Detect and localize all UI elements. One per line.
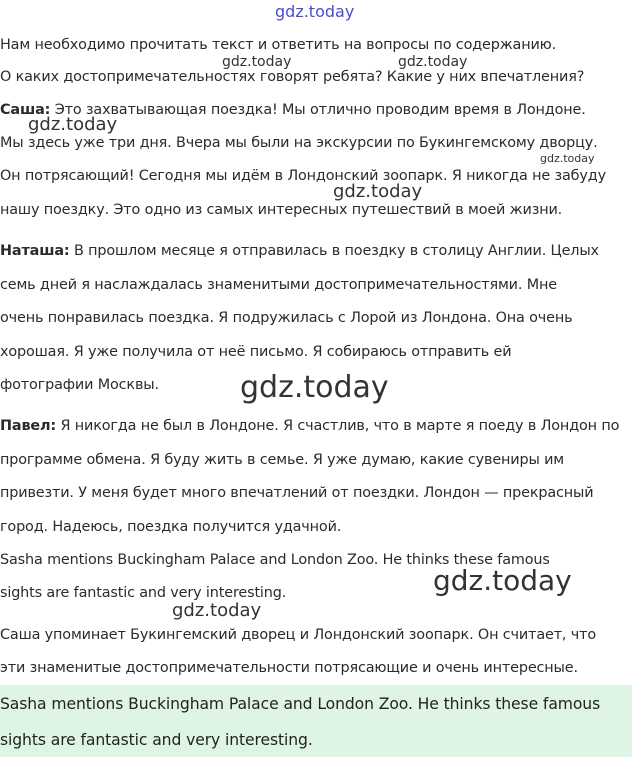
watermark: gdz.today bbox=[28, 114, 118, 135]
natasha-line-3: очень понравилась поездка. Я подружилась с Лорой из Лондона. Она очень bbox=[0, 310, 573, 326]
pavel-line-2: программе обмена. Я буду жить в семье. Я уже думаю, какие сувениры им bbox=[0, 452, 565, 468]
highlighted-answer-line-2: sights are fantastic and very interesting. bbox=[0, 731, 313, 749]
speaker-name-natasha: Наташа: bbox=[0, 243, 70, 259]
pavel-text-1: Я никогда не был в Лондоне. Я счастлив, что в марте я поеду в Лондон по bbox=[56, 418, 620, 434]
natasha-line-5: фотографии Москвы. bbox=[0, 377, 159, 393]
watermark: gdz.today bbox=[398, 54, 468, 70]
watermark: gdz.today bbox=[222, 54, 292, 70]
watermark: gdz.today bbox=[433, 564, 572, 597]
natasha-text-1: В прошлом месяце я отправилась в поездку в столицу Англии. Целых bbox=[69, 243, 599, 259]
watermark: gdz.today bbox=[172, 600, 262, 621]
natasha-line-4: хорошая. Я уже получила от неё письмо. Я собираюсь отправить ей bbox=[0, 344, 512, 360]
watermark: gdz.today bbox=[540, 152, 595, 165]
sasha-text-1: Это захватывающая поездка! Мы отлично проводим время в Лондоне. bbox=[50, 102, 586, 118]
sasha-line-4: нашу поездку. Это одно из самых интересных путешествий в моей жизни. bbox=[0, 202, 563, 218]
natasha-line-1 bbox=[0, 241, 599, 261]
english-answer-line-1: Sasha mentions Buckingham Palace and London Zoo. He thinks these famous bbox=[0, 552, 550, 568]
watermark: gdz.today bbox=[333, 181, 423, 202]
speaker-name-pavel: Павел: bbox=[0, 418, 57, 434]
highlighted-answer-box bbox=[0, 685, 632, 757]
english-answer-line-2: sights are fantastic and very interesting. bbox=[0, 585, 287, 601]
sasha-line-3: Он потрясающий! Сегодня мы идём в Лондонский зоопарк. Я никогда не забуду bbox=[0, 168, 606, 184]
watermark: gdz.today bbox=[240, 370, 389, 405]
natasha-line-2: семь дней я наслаждалась знаменитыми достопримечательностями. Мне bbox=[0, 277, 557, 293]
pavel-line-4: город. Надеюсь, поездка получится удачной. bbox=[0, 519, 342, 535]
highlighted-answer-line-1: Sasha mentions Buckingham Palace and London Zoo. He thinks these famous bbox=[0, 695, 601, 713]
pavel-line-3: привезти. У меня будет много впечатлений от поездки. Лондон — прекрасный bbox=[0, 485, 594, 501]
intro-line-2: О каких достопримечательностях говорят ребята? Какие у них впечатления? bbox=[0, 69, 585, 85]
speaker-name-sasha: Саша: bbox=[0, 102, 51, 118]
watermark: gdz.today bbox=[275, 2, 355, 21]
russian-answer-line-1: Саша упоминает Букингемский дворец и Лондонский зоопарк. Он считает, что bbox=[0, 627, 597, 643]
intro-line-1: Нам необходимо прочитать текст и ответить на вопросы по содержанию. bbox=[0, 37, 557, 53]
pavel-line-1 bbox=[0, 416, 619, 436]
russian-answer-line-2: эти знаменитые достопримечательности потрясающие и очень интересные. bbox=[0, 660, 578, 676]
sasha-line-2: Мы здесь уже три дня. Вчера мы были на экскурсии по Букингемскому дворцу. bbox=[0, 135, 598, 151]
